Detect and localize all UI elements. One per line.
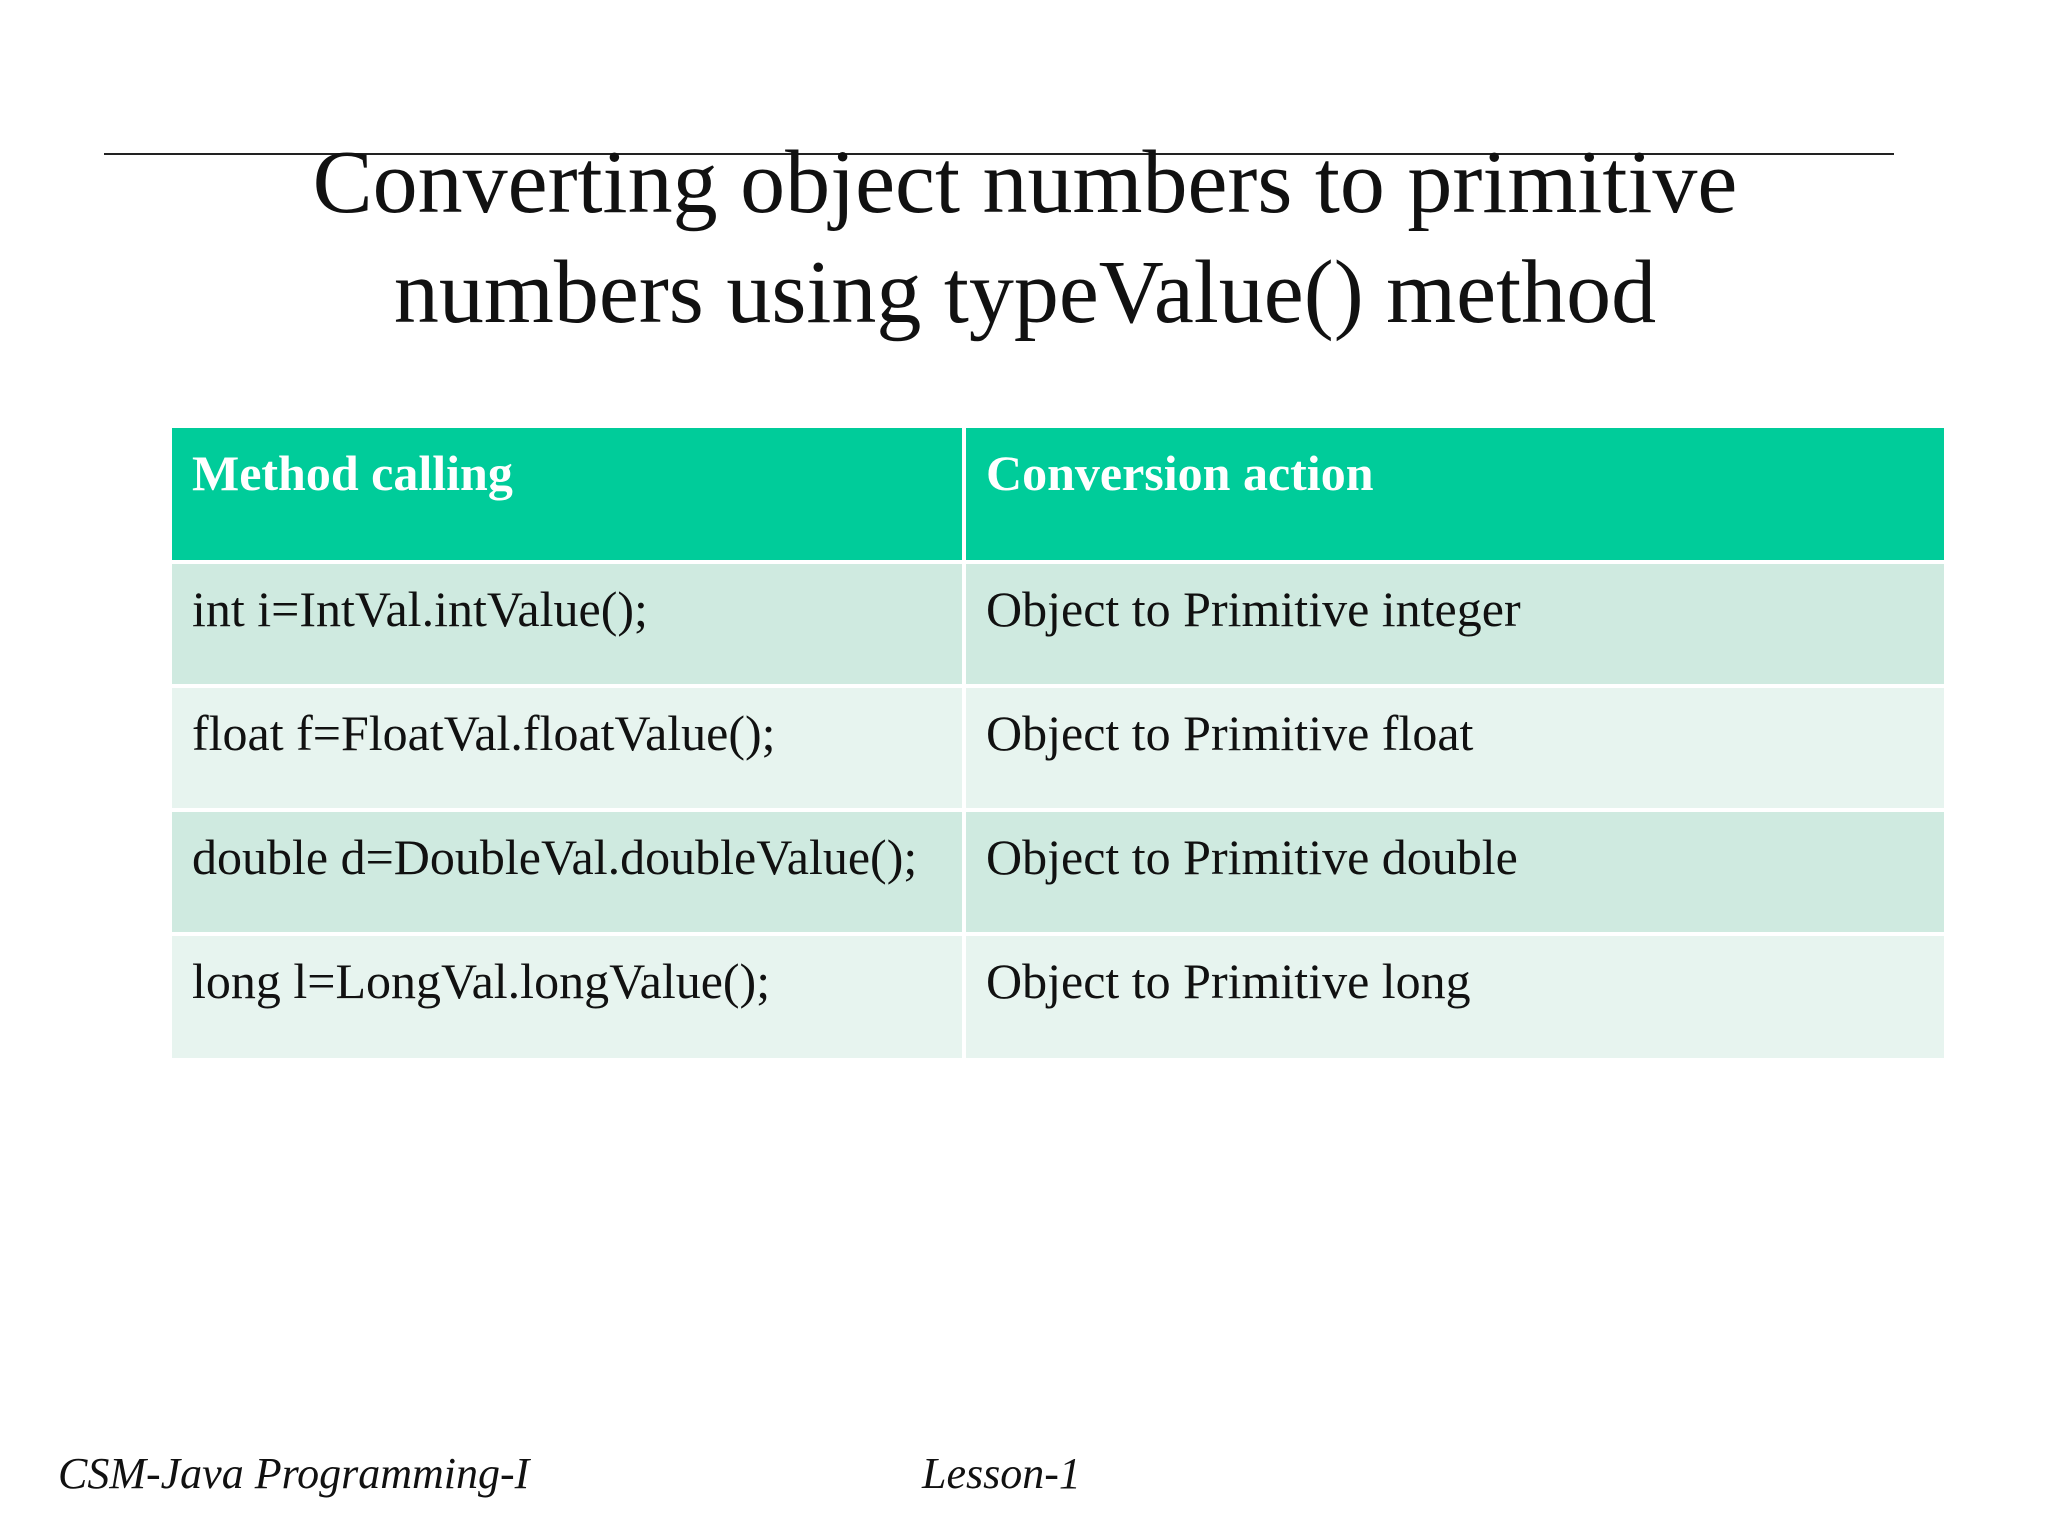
cell-method: float f=FloatVal.floatValue(); — [172, 686, 964, 810]
table-row — [172, 562, 1944, 686]
table-header-row — [172, 428, 1944, 562]
cell-action: Object to Primitive long — [964, 934, 1944, 1058]
slide-title — [200, 128, 1850, 348]
conversion-table — [172, 428, 1944, 1058]
title-line-1: Converting object numbers to primitive — [312, 133, 1738, 232]
table-row — [172, 686, 1944, 810]
footer-lesson: Lesson-1 — [922, 1449, 1081, 1498]
cell-action: Object to Primitive float — [964, 686, 1944, 810]
cell-method: long l=LongVal.longValue(); — [172, 934, 964, 1058]
table-row — [172, 934, 1944, 1058]
cell-action: Object to Primitive integer — [964, 562, 1944, 686]
header-method-calling: Method calling — [172, 428, 964, 562]
header-conversion-action: Conversion action — [964, 428, 1944, 562]
footer-course: CSM-Java Programming-I — [58, 1449, 530, 1498]
cell-method: int i=IntVal.intValue(); — [172, 562, 964, 686]
title-line-2: numbers using typeValue() method — [393, 243, 1657, 342]
cell-method: double d=DoubleVal.doubleValue(); — [172, 810, 964, 934]
table-row — [172, 810, 1944, 934]
cell-action: Object to Primitive double — [964, 810, 1944, 934]
